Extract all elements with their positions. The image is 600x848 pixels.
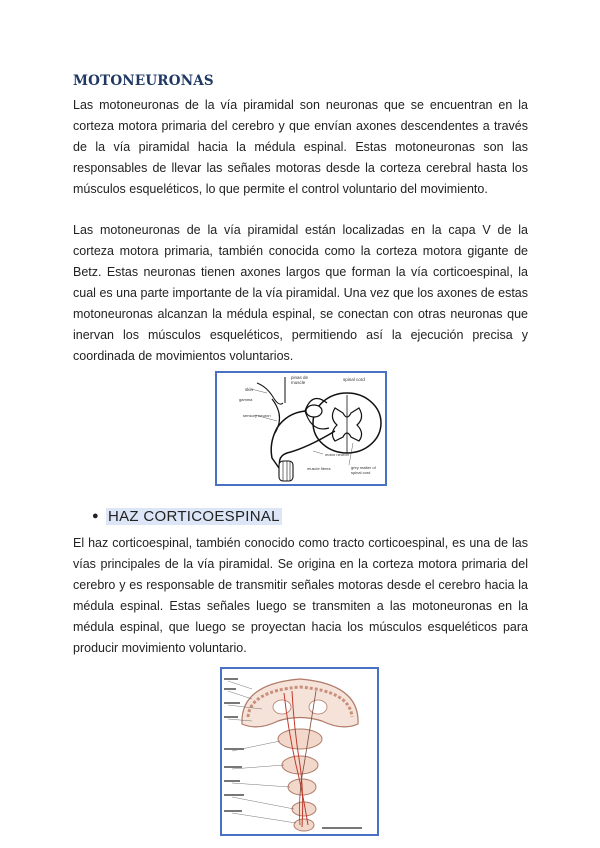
bullet-dot-icon: ●	[92, 510, 99, 522]
corticospinal-tract-diagram	[222, 669, 377, 834]
label-motor-neuron: motor neuron	[325, 452, 349, 457]
reflex-arc-figure	[215, 371, 387, 486]
paragraph-motoneuronas-2: Las motoneuronas de la vía piramidal están localizadas en la capa V de la corteza motora primaria, también conocida como la corteza motora gigante de Betz. Estas neuronas tienen axones largos que forman la vía corticoespinal, la cual es una parte importante de la vía piramidal. Una vez que los axones de estas motoneuronas alcanzan la médula espinal, se conectan con otras neuronas que inervan los músculos esqueléticos, permitiendo así la ejecución precisa y coordinada de movimientos voluntarios.	[73, 223, 528, 363]
skin-line	[257, 383, 283, 404]
muscle-fibres	[279, 461, 293, 481]
label-sensory-neuron: sensory neuron	[243, 413, 271, 418]
label-muscle-fibres: muscle fibres	[307, 466, 331, 471]
ganglion	[306, 405, 322, 417]
label-pinas: pinas de muscle	[291, 375, 309, 385]
section-heading-motoneuronas: MOTONEURONAS	[73, 73, 214, 89]
sensory-neuron-path	[271, 411, 305, 468]
bullet-title: HAZ CORTICOESPINAL	[108, 508, 280, 525]
label-spinal-cord: spinal cord	[343, 377, 365, 382]
midbrain	[278, 729, 322, 749]
label-grey-matter: grey matter of spinal cord	[351, 465, 376, 475]
label-skin: skin	[245, 387, 254, 392]
corticospinal-tract-figure	[220, 667, 379, 836]
reflex-arc-diagram	[217, 373, 385, 484]
muscle-spindle-path	[272, 399, 280, 433]
ventricle-right	[309, 700, 327, 714]
ventricle-left	[273, 700, 291, 714]
spinal-segment-lumbar	[294, 819, 314, 831]
paragraph-motoneuronas-1: Las motoneuronas de la vía piramidal son neuronas que se encuentran en la corteza motora primaria del cerebro y que envían axones descendentes a través de la vía piramidal hacia la médula espinal. Estas motoneuronas son las responsables de llevar las señales motoras desde la corteza cerebral hasta los músculos esqueléticos, lo que permite el control voluntario del movimiento.	[73, 98, 528, 196]
paragraph-haz-corticoespinal: El haz corticoespinal, también conocido como tracto corticoespinal, es una de las vías principales de la vía piramidal. Se origina en la corteza motora primaria del cerebro y es responsable de transmitir señales motoras desde el cerebro hacia la médula espinal. Estas señales luego se transmiten a las motoneuronas en la médula espinal, que luego se proyectan hacia los músculos esqueléticos para producir movimiento voluntario.	[73, 536, 528, 655]
bullet-item-haz-corticoespinal	[92, 508, 282, 525]
label-gamma: gamma	[239, 397, 253, 402]
